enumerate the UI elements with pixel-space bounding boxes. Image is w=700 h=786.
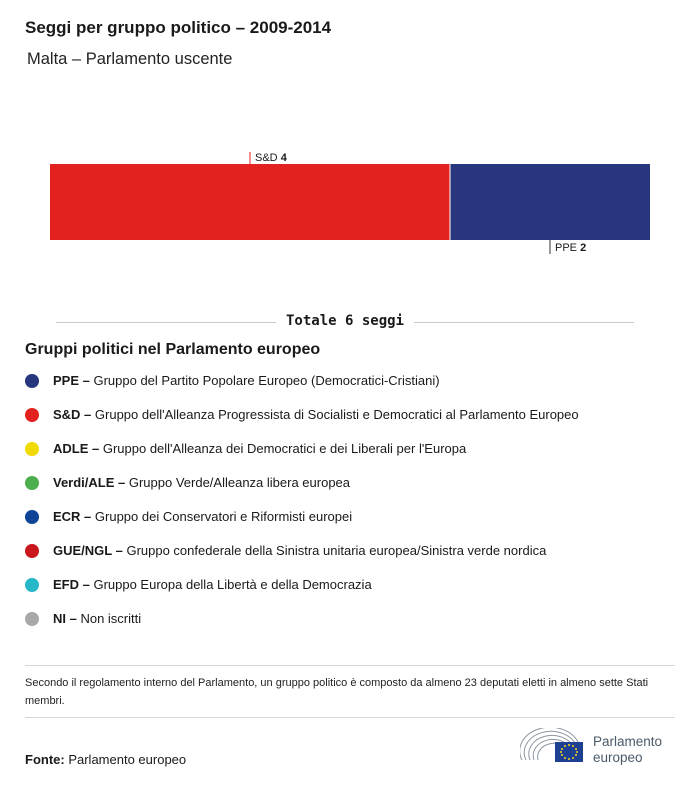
legend-abbr: ADLE –: [53, 441, 100, 456]
legend-description: Gruppo confederale della Sinistra unitaria europea/Sinistra verde nordica: [122, 543, 547, 558]
bar-data-label: [255, 152, 288, 164]
chart-title: Seggi per gruppo politico – 2009-2014: [25, 18, 332, 37]
bar-label-name: PPE: [555, 242, 581, 254]
logo-line-2: europeo: [593, 750, 643, 765]
legend-description: Gruppo dei Conservatori e Riformisti europei: [91, 509, 353, 524]
legend-color-dot: [25, 544, 39, 558]
legend-text: [53, 508, 352, 526]
legend-description: Non iscritti: [76, 611, 142, 626]
legend-color-dot: [25, 442, 39, 456]
bar-label-name: S&D: [255, 152, 281, 164]
legend-description: Gruppo dell'Alleanza dei Democratici e dei Liberali per l'Europa: [99, 441, 467, 456]
logo-line-1: Parlamento: [593, 734, 663, 749]
legend-abbr: Verdi/ALE –: [53, 475, 126, 490]
chart-subtitle: Malta – Parlamento uscente: [27, 50, 233, 68]
total-seats-label: Totale 6 seggi: [276, 313, 414, 329]
bar-label-value: 4: [280, 152, 287, 164]
source-label: Fonte:: [25, 752, 65, 767]
total-seats: [56, 313, 634, 333]
bar-segment-sd: [50, 164, 450, 240]
footer-note: Secondo il regolamento interno del Parlamento, un gruppo politico è composto da almeno 23 deputati eletti in almeno sette Stati membri.: [25, 677, 649, 707]
legend-color-dot: [25, 510, 39, 524]
legend-abbr: GUE/NGL –: [53, 543, 123, 558]
bar-segment-ppe: [450, 164, 650, 240]
legend-color-dot: [25, 612, 39, 626]
source-value: Parlamento europeo: [64, 752, 187, 767]
bar-label-value: 2: [580, 242, 587, 254]
legend-color-dot: [25, 408, 39, 422]
legend-text: [53, 542, 546, 560]
legend-text: [53, 406, 579, 424]
legend-abbr: EFD –: [53, 577, 90, 592]
legend-text: [53, 440, 466, 458]
legend-abbr: S&D –: [53, 407, 92, 422]
legend-text: [53, 372, 440, 390]
footer-divider-top: [25, 665, 675, 666]
legend-text: [53, 576, 372, 594]
legend-text: [53, 610, 141, 628]
legend-description: Gruppo Verde/Alleanza libera europea: [125, 475, 351, 490]
footer-divider-bottom: [25, 717, 675, 718]
seats-chart: [0, 140, 700, 270]
bar-data-label: [555, 242, 586, 254]
legend-description: Gruppo del Partito Popolare Europeo (Democratici-Cristiani): [89, 373, 440, 388]
legend-description: Gruppo dell'Alleanza Progressista di Socialisti e Democratici al Parlamento Europeo: [91, 407, 579, 422]
legend-description: Gruppo Europa della Libertà e della Democrazia: [89, 577, 372, 592]
legend-abbr: NI –: [53, 611, 77, 626]
legend-title: Gruppi politici nel Parlamento europeo: [25, 341, 321, 358]
european-parliament-logo: [520, 728, 680, 768]
legend-color-dot: [25, 374, 39, 388]
legend-abbr: PPE –: [53, 373, 90, 388]
source-line: [25, 752, 186, 767]
legend-abbr: ECR –: [53, 509, 92, 524]
logo-text: [593, 734, 662, 766]
legend-text: [53, 474, 350, 492]
legend-color-dot: [25, 476, 39, 490]
legend-color-dot: [25, 578, 39, 592]
hemicycle-icon: [520, 728, 590, 768]
